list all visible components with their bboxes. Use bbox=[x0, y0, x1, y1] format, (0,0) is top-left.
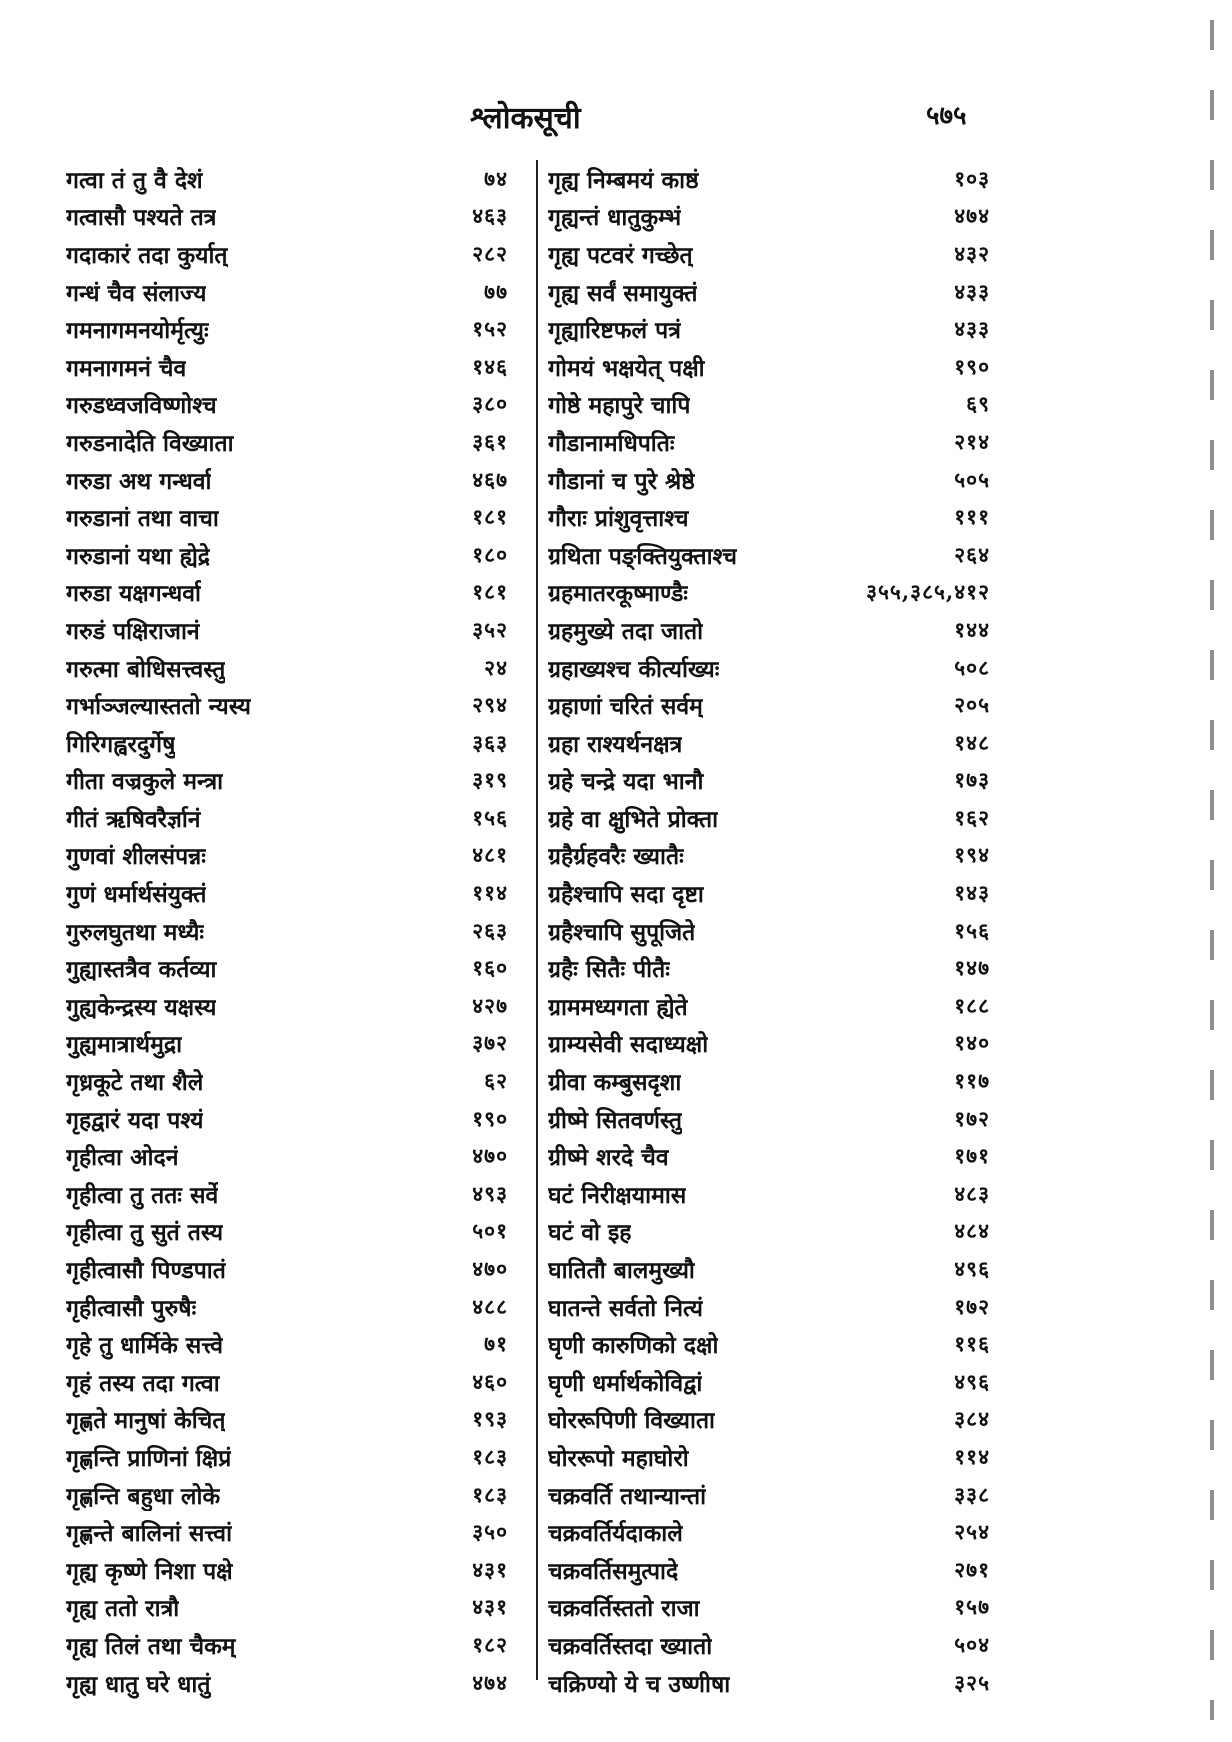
index-entry bbox=[66, 1476, 514, 1514]
verse-text: गृह्य निम्बमयं काष्ठं bbox=[548, 166, 699, 194]
verse-text: गृहीत्वा ओदनं bbox=[66, 1144, 179, 1172]
page-reference: ४८३ bbox=[954, 1180, 990, 1206]
index-entry bbox=[66, 1137, 514, 1175]
verse-text: गरुडं पक्षिराजानं bbox=[66, 617, 200, 645]
verse-text: गीता वज्रकुले मन्त्रा bbox=[66, 768, 224, 796]
verse-text: गृहे तु धार्मिके सत्त्वे bbox=[66, 1332, 223, 1360]
verse-text: गुणवां शीलसंपन्नः bbox=[66, 843, 206, 871]
verse-text: गृह्णते मानुषां केचित् bbox=[66, 1407, 226, 1435]
binding-edge-mark bbox=[1210, 20, 1214, 1720]
index-entry bbox=[540, 423, 990, 461]
index-entry bbox=[66, 1250, 514, 1288]
index-entry bbox=[66, 461, 514, 499]
verse-text: गन्धं चैव संलाज्य bbox=[66, 279, 207, 307]
verse-text: चक्रवर्तिस्तदा ख्यातो bbox=[548, 1632, 713, 1660]
verse-text: घोररूपिणी विख्याता bbox=[548, 1407, 716, 1435]
page-reference: १४७ bbox=[954, 955, 990, 981]
index-entry bbox=[66, 1626, 514, 1664]
page-reference: १७२ bbox=[954, 1105, 990, 1131]
index-entry bbox=[540, 1137, 990, 1175]
page-reference: ४६७ bbox=[472, 466, 508, 492]
verse-text: चक्रवर्ति तथान्यान्तां bbox=[548, 1482, 707, 1510]
page-reference: ७४ bbox=[484, 165, 508, 191]
verse-text: गृह्य ततो रात्रौ bbox=[66, 1595, 180, 1623]
verse-text: गृह्य कृष्णे निशा पक्षे bbox=[66, 1557, 233, 1585]
page-reference: २८२ bbox=[472, 240, 508, 266]
page-reference: १९० bbox=[472, 1105, 508, 1131]
index-entry bbox=[66, 611, 514, 649]
page-reference: ४७४ bbox=[472, 1669, 508, 1695]
index-entry bbox=[540, 1476, 990, 1514]
verse-text: घृणी कारुणिको दक्षो bbox=[548, 1332, 719, 1360]
page-reference: १५६ bbox=[954, 917, 990, 943]
index-entry bbox=[540, 536, 990, 574]
page-reference: ४९३ bbox=[472, 1180, 508, 1206]
index-entry bbox=[66, 949, 514, 987]
page-reference: ३८० bbox=[472, 391, 508, 417]
page-reference: ४८४ bbox=[954, 1218, 990, 1244]
index-entry bbox=[66, 198, 514, 236]
index-entry bbox=[66, 762, 514, 800]
page-reference: १८१ bbox=[472, 579, 508, 605]
index-entry bbox=[540, 1025, 990, 1063]
index-entry bbox=[540, 498, 990, 536]
index-entry bbox=[540, 1589, 990, 1627]
verse-text: घातन्ते सर्वतो नित्यं bbox=[548, 1294, 704, 1322]
page-reference: ४३२ bbox=[954, 240, 990, 266]
index-entry bbox=[66, 1401, 514, 1439]
verse-text: गृह्य पटवरं गच्छेत् bbox=[548, 241, 693, 269]
index-entry bbox=[66, 423, 514, 461]
index-entry bbox=[66, 1325, 514, 1363]
page-reference: ३७२ bbox=[472, 1030, 508, 1056]
verse-text: ग्राम्यसेवी सदाध्यक्षो bbox=[548, 1031, 709, 1059]
page-reference: १९४ bbox=[954, 842, 990, 868]
verse-text: ग्रहाख्यश्च कीर्त्याख्यः bbox=[548, 655, 720, 683]
page-reference: ३३८ bbox=[954, 1481, 990, 1507]
page-reference: ४७० bbox=[472, 1256, 508, 1282]
index-entry bbox=[66, 724, 514, 762]
page-reference: ३५२ bbox=[472, 616, 508, 642]
index-entry bbox=[540, 1551, 990, 1589]
verse-text: गरुडा अथ गन्धर्वा bbox=[66, 467, 212, 495]
index-entry bbox=[540, 724, 990, 762]
page-reference: ४३३ bbox=[954, 278, 990, 304]
page-reference: ४३१ bbox=[472, 1594, 508, 1620]
index-entry bbox=[66, 987, 514, 1025]
verse-text: गृह्णन्ते बालिनां सत्त्वां bbox=[66, 1520, 233, 1548]
verse-text: ग्रहैश्चापि सुपूजिते bbox=[548, 918, 696, 946]
verse-text: गृह्य सर्वं समायुक्तं bbox=[548, 279, 698, 307]
index-entry bbox=[66, 1438, 514, 1476]
verse-text: गरुत्मा बोधिसत्त्वस्तु bbox=[66, 655, 226, 683]
verse-text: चक्रिण्यो ये च उष्णीषा bbox=[548, 1670, 731, 1698]
verse-text: गुह्यास्तत्रैव कर्तव्या bbox=[66, 956, 217, 984]
verse-text: गृहीत्वा तु सुतं तस्य bbox=[66, 1219, 224, 1247]
verse-text: गत्वासौ पश्यते तत्र bbox=[66, 204, 217, 232]
index-entry bbox=[540, 987, 990, 1025]
page-reference: ४२७ bbox=[472, 992, 508, 1018]
index-entry bbox=[66, 837, 514, 875]
index-entry bbox=[540, 1250, 990, 1288]
page-reference: १५२ bbox=[472, 316, 508, 342]
index-entry bbox=[540, 686, 990, 724]
verse-text: ग्रीष्मे सितवर्णस्तु bbox=[548, 1106, 683, 1134]
index-entry bbox=[66, 874, 514, 912]
page-reference: १५७ bbox=[954, 1594, 990, 1620]
verse-text: गुरुलघुतथा मध्यैः bbox=[66, 918, 205, 946]
index-entry bbox=[540, 461, 990, 499]
verse-text: घटं निरीक्षयामास bbox=[548, 1181, 687, 1209]
verse-text: ग्रहैर्ग्रहवरैः ख्यातैः bbox=[548, 843, 684, 871]
column-divider bbox=[536, 160, 538, 1680]
verse-text: ग्रहे वा क्षुभिते प्रोक्ता bbox=[548, 805, 719, 833]
verse-text: गरुडानां तथा वाचा bbox=[66, 505, 219, 533]
verse-text: गृह्यन्तं धातुकुम्भं bbox=[548, 204, 682, 232]
page-reference: ३२५ bbox=[954, 1669, 990, 1695]
index-entry bbox=[66, 310, 514, 348]
page-reference: ३६१ bbox=[472, 428, 508, 454]
verse-text: गृहं तस्य तदा गत्वा bbox=[66, 1369, 220, 1397]
index-entry bbox=[66, 912, 514, 950]
page-reference: १७२ bbox=[954, 1293, 990, 1319]
page-reference: १११ bbox=[954, 504, 990, 530]
verse-text: गुह्यमात्रार्थमुद्रा bbox=[66, 1031, 183, 1059]
index-entry bbox=[66, 1513, 514, 1551]
verse-text: गृहीत्वासौ पुरुषैः bbox=[66, 1294, 197, 1322]
index-entry bbox=[540, 1438, 990, 1476]
verse-text: ग्रहाणां चरितं सर्वम् bbox=[548, 693, 703, 721]
verse-text: गमनागमनं चैव bbox=[66, 354, 187, 382]
page-reference: १८१ bbox=[472, 504, 508, 530]
page-reference: ३५५,३८५,४१२ bbox=[866, 579, 990, 605]
index-entry bbox=[540, 1288, 990, 1326]
page-reference: १८२ bbox=[472, 1631, 508, 1657]
page-reference: ५०८ bbox=[954, 654, 990, 680]
index-entry bbox=[66, 1551, 514, 1589]
left-index-column bbox=[66, 160, 514, 1701]
page-reference: ३५० bbox=[472, 1519, 508, 1545]
index-entry bbox=[66, 1025, 514, 1063]
verse-text: ग्रहैश्चापि सदा दृष्टा bbox=[548, 881, 704, 909]
index-entry bbox=[66, 1589, 514, 1627]
index-entry bbox=[540, 310, 990, 348]
index-entry bbox=[66, 1100, 514, 1138]
page-reference: १४८ bbox=[954, 729, 990, 755]
index-entry bbox=[540, 1062, 990, 1100]
verse-text: ग्राममध्यगता ह्येते bbox=[548, 993, 688, 1021]
index-entry bbox=[66, 1363, 514, 1401]
verse-text: ग्रीष्मे शरदे चैव bbox=[548, 1144, 669, 1172]
index-entry bbox=[540, 160, 990, 198]
verse-text: गौराः प्रांशुवृत्ताश्च bbox=[548, 505, 689, 533]
verse-text: चक्रवर्तिर्यदाकाले bbox=[548, 1520, 683, 1548]
page-title: श्लोकसूची bbox=[470, 101, 581, 136]
page-reference: ७७ bbox=[484, 278, 508, 304]
index-entry bbox=[540, 1175, 990, 1213]
verse-text: गोमयं भक्षयेत् पक्षी bbox=[548, 354, 705, 382]
page-reference: १६२ bbox=[954, 804, 990, 830]
page-reference: ५०४ bbox=[954, 1631, 990, 1657]
verse-text: गृहद्वारं यदा पश्यं bbox=[66, 1106, 204, 1134]
page-reference: ४३१ bbox=[472, 1556, 508, 1582]
index-entry bbox=[66, 536, 514, 574]
verse-text: गोष्ठे महापुरे चापि bbox=[548, 392, 691, 420]
index-entry bbox=[540, 611, 990, 649]
verse-text: गृहीत्वासौ पिण्डपातं bbox=[66, 1257, 226, 1285]
page-reference: ४६३ bbox=[472, 203, 508, 229]
index-entry bbox=[66, 348, 514, 386]
index-entry bbox=[66, 1288, 514, 1326]
index-entry bbox=[540, 762, 990, 800]
verse-text: ग्रहा राश्यर्थनक्षत्र bbox=[548, 730, 683, 758]
page-reference: २०५ bbox=[954, 692, 990, 718]
page-reference: १६० bbox=[472, 955, 508, 981]
index-entry bbox=[540, 1626, 990, 1664]
page-reference: ११४ bbox=[954, 1443, 990, 1469]
index-entry bbox=[66, 649, 514, 687]
page-reference: २१४ bbox=[954, 428, 990, 454]
page-reference: १४६ bbox=[472, 353, 508, 379]
index-entry bbox=[540, 912, 990, 950]
page-reference: २४ bbox=[484, 654, 508, 680]
verse-text: गरुडनादेति विख्याता bbox=[66, 429, 234, 457]
index-entry bbox=[540, 1363, 990, 1401]
page-reference: १८३ bbox=[472, 1481, 508, 1507]
index-entry bbox=[540, 1513, 990, 1551]
index-entry bbox=[540, 198, 990, 236]
index-entry bbox=[540, 273, 990, 311]
page-reference: १५६ bbox=[472, 804, 508, 830]
verse-text: गरुडा यक्षगन्धर्वा bbox=[66, 580, 202, 608]
verse-text: गृह्णन्ति बहुधा लोके bbox=[66, 1482, 221, 1510]
page-reference: ७१ bbox=[484, 1331, 508, 1357]
verse-text: गृह्णन्ति प्राणिनां क्षिप्रं bbox=[66, 1444, 232, 1472]
verse-text: गरुडानां यथा ह्येद्रे bbox=[66, 542, 211, 570]
index-entry bbox=[66, 1062, 514, 1100]
page-reference: १४४ bbox=[954, 616, 990, 642]
page-reference: ४८१ bbox=[472, 842, 508, 868]
verse-text: गुह्यकेन्द्रस्य यक्षस्य bbox=[66, 993, 217, 1021]
index-entry bbox=[66, 1664, 514, 1702]
verse-text: ग्रहमातरकूष्माण्डैः bbox=[548, 580, 688, 608]
index-entry bbox=[540, 235, 990, 273]
index-entry bbox=[540, 386, 990, 424]
index-entry bbox=[66, 1175, 514, 1213]
page-reference: ४८८ bbox=[472, 1293, 508, 1319]
page-reference: २६४ bbox=[954, 541, 990, 567]
index-entry bbox=[540, 874, 990, 912]
page-reference: ५०१ bbox=[472, 1218, 508, 1244]
verse-text: चक्रवर्तिस्ततो राजा bbox=[548, 1595, 700, 1623]
page-reference: ६२ bbox=[484, 1068, 508, 1094]
page-reference: १७३ bbox=[954, 767, 990, 793]
index-entry bbox=[540, 348, 990, 386]
verse-text: गदाकारं तदा कुर्यात् bbox=[66, 241, 228, 269]
verse-text: ग्रहैः सितैः पीतैः bbox=[548, 956, 670, 984]
page-reference: ४९६ bbox=[954, 1256, 990, 1282]
index-entry bbox=[66, 686, 514, 724]
verse-text: ग्रहमुख्ये तदा जातो bbox=[548, 617, 704, 645]
verse-text: गर्भाञ्जल्यास्ततो न्यस्य bbox=[66, 693, 251, 721]
verse-text: गृध्रकूटे तथा शैले bbox=[66, 1069, 204, 1097]
verse-text: ग्रहे चन्द्रे यदा भानौ bbox=[548, 768, 704, 796]
page-reference: १४० bbox=[954, 1030, 990, 1056]
verse-text: ग्रीवा कम्बुसदृशा bbox=[548, 1069, 682, 1097]
index-entry bbox=[540, 1325, 990, 1363]
verse-text: गृहीत्वा तु ततः सर्वे bbox=[66, 1181, 219, 1209]
verse-text: गीतं ऋषिवरैर्ज्ञानं bbox=[66, 805, 201, 833]
page-reference: २७१ bbox=[954, 1556, 990, 1582]
index-entry bbox=[66, 235, 514, 273]
page-reference: २५४ bbox=[954, 1519, 990, 1545]
page-reference: १८३ bbox=[472, 1443, 508, 1469]
verse-text: गुणं धर्मार्थसंयुक्तं bbox=[66, 881, 207, 909]
verse-text: ग्रथिता पङ्क्तियुक्ताश्च bbox=[548, 542, 737, 570]
verse-text: चक्रवर्तिसमुत्पादे bbox=[548, 1557, 679, 1585]
index-entry bbox=[66, 273, 514, 311]
page-reference: ४७४ bbox=[954, 203, 990, 229]
page-reference: ३६३ bbox=[472, 729, 508, 755]
page-reference: ६९ bbox=[966, 391, 990, 417]
page-reference: १७१ bbox=[954, 1143, 990, 1169]
page-reference: ११४ bbox=[472, 880, 508, 906]
page-reference: ३१९ bbox=[472, 767, 508, 793]
page-number: ५७५ bbox=[926, 101, 967, 131]
index-entry bbox=[66, 574, 514, 612]
page-reference: ११६ bbox=[954, 1331, 990, 1357]
index-entry bbox=[540, 837, 990, 875]
page-reference: २६३ bbox=[472, 917, 508, 943]
index-entry bbox=[540, 574, 990, 612]
index-entry bbox=[540, 1401, 990, 1439]
verse-text: घृणी धर्मार्थकोविद्वां bbox=[548, 1369, 703, 1397]
page-reference: १८० bbox=[472, 541, 508, 567]
verse-text: गिरिगह्वरदुर्गेषु bbox=[66, 730, 176, 758]
page-reference: ४३३ bbox=[954, 316, 990, 342]
page-reference: ४६० bbox=[472, 1368, 508, 1394]
page-reference: १४३ bbox=[954, 880, 990, 906]
verse-text: गौडानामधिपतिः bbox=[548, 429, 675, 457]
page-reference: १०३ bbox=[954, 165, 990, 191]
verse-text: घोररूपो महाघोरो bbox=[548, 1444, 689, 1472]
verse-text: गत्वा तं तु वै देशं bbox=[66, 166, 203, 194]
index-entry bbox=[540, 649, 990, 687]
index-entry bbox=[66, 498, 514, 536]
right-index-column bbox=[540, 160, 990, 1701]
verse-text: घटं वो इह bbox=[548, 1219, 632, 1247]
page-reference: ११७ bbox=[954, 1068, 990, 1094]
index-entry bbox=[66, 386, 514, 424]
verse-text: घातितौ बालमुख्यौ bbox=[548, 1257, 695, 1285]
page-reference: ३८४ bbox=[954, 1406, 990, 1432]
page-reference: १९० bbox=[954, 353, 990, 379]
verse-text: गृह्य धातु घरे धातुं bbox=[66, 1670, 211, 1698]
verse-text: गृह्य तिलं तथा चैकम् bbox=[66, 1632, 236, 1660]
index-entry bbox=[540, 1213, 990, 1251]
verse-text: गमनागमनयोर्मृत्युः bbox=[66, 317, 209, 345]
index-entry bbox=[540, 799, 990, 837]
index-entry bbox=[540, 1100, 990, 1138]
verse-text: गौडानां च पुरे श्रेष्ठे bbox=[548, 467, 695, 495]
index-entry bbox=[66, 160, 514, 198]
verse-text: गरुडध्वजविष्णोश्च bbox=[66, 392, 217, 420]
page-reference: ४७० bbox=[472, 1143, 508, 1169]
page-reference: २९४ bbox=[472, 692, 508, 718]
index-entry bbox=[66, 799, 514, 837]
index-entry bbox=[540, 1664, 990, 1702]
index-entry bbox=[66, 1213, 514, 1251]
page-reference: १९३ bbox=[472, 1406, 508, 1432]
page-reference: ४९६ bbox=[954, 1368, 990, 1394]
verse-text: गृह्यारिष्टफलं पत्रं bbox=[548, 317, 681, 345]
index-entry bbox=[540, 949, 990, 987]
page-reference: ५०५ bbox=[954, 466, 990, 492]
page-reference: १८८ bbox=[954, 992, 990, 1018]
